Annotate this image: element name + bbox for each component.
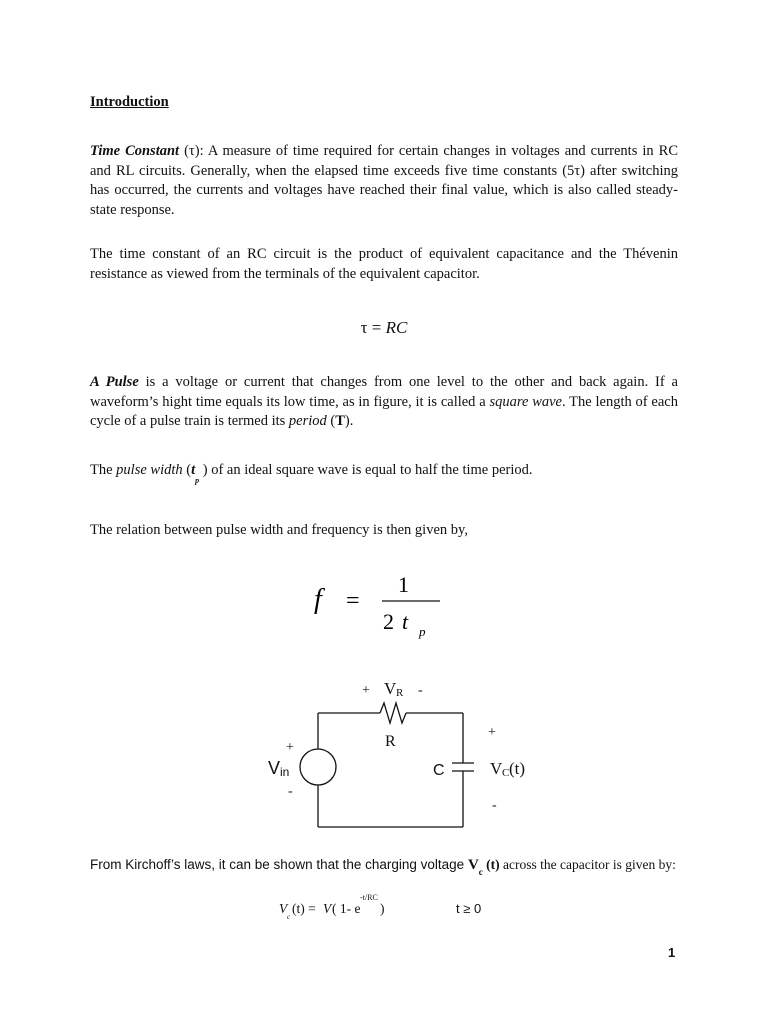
vr-plus-sign: + bbox=[362, 683, 370, 698]
time-constant-paragraph bbox=[90, 142, 678, 220]
eq-exponent: -t/RC bbox=[360, 893, 378, 902]
resistor-label: R bbox=[385, 733, 396, 750]
formula-equals: = bbox=[346, 588, 360, 614]
formula-f: f bbox=[314, 584, 322, 615]
frequency-formula bbox=[300, 560, 460, 650]
formula-den-t: t bbox=[402, 609, 409, 634]
eq-v-subscript: c bbox=[287, 913, 291, 921]
pulse-text-c: ( bbox=[326, 413, 336, 429]
formula-numerator: 1 bbox=[398, 572, 409, 597]
pulse-paragraph bbox=[90, 373, 678, 432]
rc-circuit-diagram bbox=[250, 670, 540, 840]
vr-subscript: R bbox=[396, 687, 404, 699]
pulse-width-term: pulse width bbox=[116, 462, 183, 478]
pulse-text-b: . The length of each cycle of a pulse train is termed its bbox=[90, 393, 678, 429]
vin-subscript: in bbox=[280, 765, 290, 779]
tau-symbol: (τ): bbox=[179, 143, 208, 159]
eq-condition: t ≥ 0 bbox=[456, 901, 482, 916]
charging-voltage-equation bbox=[272, 888, 532, 928]
pulse-text-d: ). bbox=[344, 413, 354, 429]
tau-equation bbox=[0, 318, 768, 338]
vr-label: V bbox=[384, 679, 397, 698]
relation-paragraph: The relation between pulse width and frequency is then given by, bbox=[90, 522, 468, 538]
tau-equation-rhs: RC bbox=[385, 318, 408, 337]
vin-minus-sign: - bbox=[288, 784, 293, 799]
tau-equation-lhs: τ = bbox=[360, 318, 386, 337]
period-symbol: T bbox=[335, 413, 345, 429]
formula-den-p: p bbox=[419, 624, 426, 639]
term-time-constant: Time Constant bbox=[90, 143, 180, 159]
vin-plus-sign: + bbox=[286, 740, 294, 755]
pw-text-a: The bbox=[90, 462, 117, 478]
eq-open: ( 1- e bbox=[332, 901, 361, 916]
vc-symbol: V bbox=[467, 857, 479, 873]
pulse-text-a: is a voltage or current that changes from one level to the other and back again. If a waveform’s hight time equals its low time, as in figure, it is called a bbox=[90, 374, 678, 410]
page-number: 1 bbox=[668, 945, 676, 960]
kirchoff-paragraph bbox=[90, 853, 678, 878]
pw-t-symbol: t bbox=[191, 462, 196, 478]
square-wave-term: square wave bbox=[489, 393, 562, 410]
term-pulse: A Pulse bbox=[90, 374, 139, 390]
pw-text-b: ) of an ideal square wave is equal to half the time period. bbox=[199, 462, 533, 478]
pw-p-subscript: p bbox=[195, 476, 200, 485]
rc-time-constant-paragraph: The time constant of an RC circuit is the product of equivalent capacitance and the Thévenin resistance as viewed from the terminals of the equivalent capacitor. bbox=[90, 246, 678, 282]
vc-label: V bbox=[490, 759, 503, 778]
vc-symbol-time: (t) bbox=[482, 857, 500, 872]
vc-subscript: C bbox=[502, 767, 510, 779]
pw-paren: ( bbox=[182, 462, 192, 478]
kirchoff-text-a: From Kirchoff’s laws, it can be shown that the charging voltage bbox=[90, 857, 468, 872]
period-term: period bbox=[288, 413, 327, 429]
voltage-source-symbol bbox=[300, 749, 336, 785]
vin-label: V bbox=[268, 758, 281, 778]
eq-v: V bbox=[279, 901, 288, 916]
vc-minus-sign: - bbox=[492, 798, 497, 813]
section-heading: Introduction bbox=[90, 94, 169, 110]
resistor-symbol bbox=[380, 703, 406, 723]
pulse-width-paragraph bbox=[90, 461, 678, 485]
kirchoff-text-b: across the capacitor is given by: bbox=[499, 857, 676, 872]
vr-minus-sign: - bbox=[418, 683, 423, 698]
eq-v2: V bbox=[323, 901, 332, 916]
vc-time: (t) bbox=[509, 759, 526, 778]
eq-close: ) bbox=[380, 901, 385, 916]
time-constant-text: A measure of time required for certain changes in voltages and currents in RC and RL circuits. Generally, when the elapsed time exceeds five time constants (5τ) after switching has occurred, the currents and voltages have reached their final value, which is also called steady-state response. bbox=[90, 143, 678, 218]
vc-symbol-subscript: c bbox=[478, 867, 483, 877]
vc-plus-sign: + bbox=[488, 725, 496, 740]
eq-body: (t) = bbox=[292, 901, 316, 916]
capacitor-label: C bbox=[433, 762, 445, 779]
formula-den-2: 2 bbox=[383, 609, 394, 634]
